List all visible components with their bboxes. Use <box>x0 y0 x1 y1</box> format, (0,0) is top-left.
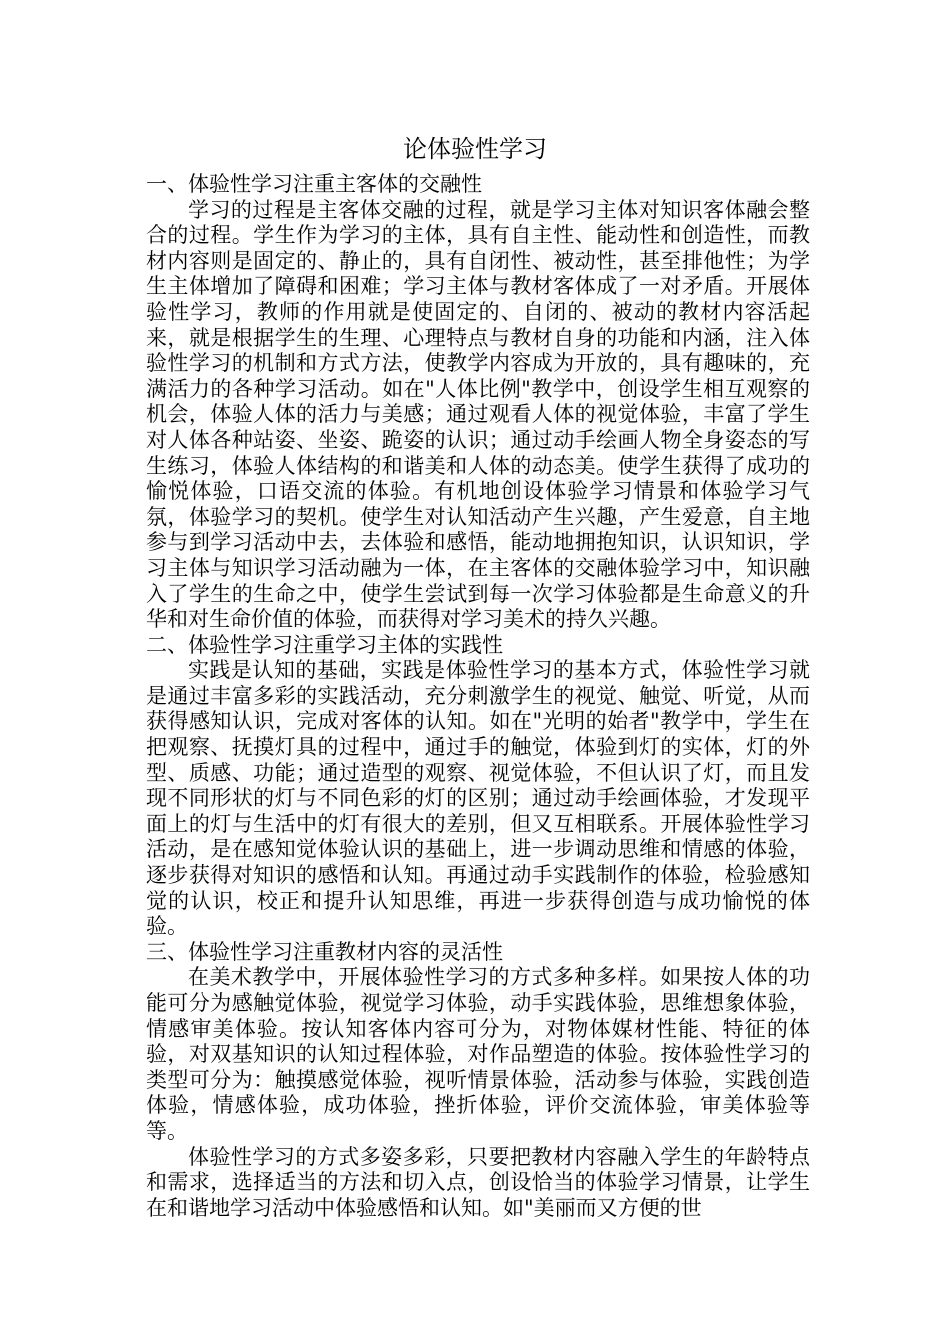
section-1 <box>146 172 810 633</box>
paragraph: 实践是认知的基础，实践是体验性学习的基本方式，体验性学习就是通过丰富多彩的实践活动，充分刺激学生的视觉、触觉、听觉，从而获得感知认识，完成对客体的认知。如在"光明的始者"教学中，学生在把观察、抚摸灯具的过程中，通过手的触觉，体验到灯的实体，灯的外型、质感、功能；通过造型的观察、视觉体验，不但认识了灯，而且发现不同形状的灯与不同色彩的灯的区别；通过动手绘画体验，才发现平面上的灯与生活中的灯有很大的差别，但又互相联系。开展体验性学习活动，是在感知觉体验认识的基础上，进一步调动思维和情感的体验，逐步获得对知识的感悟和认知。再通过动手实践制作的体验，检验感知觉的认识，校正和提升认知思维，再进一步获得创造与成功愉悦的体验。 <box>146 658 810 939</box>
paragraph: 在美术教学中，开展体验性学习的方式多种多样。如果按人体的功能可分为感触觉体验，视觉学习体验，动手实践体验，思维想象体验，情感审美体验。按认知客体内容可分为，对物体媒材性能、特征的体验，对双基知识的认知过程体验，对作品塑造的体验。按体验性学习的类型可分为：触摸感觉体验，视听情景体验，活动参与体验，实践创造体验，情感体验，成功体验，挫折体验，评价交流体验，审美体验等等。 <box>146 965 810 1143</box>
document-body <box>146 172 810 1221</box>
section-heading: 三、体验性学习注重教材内容的灵活性 <box>146 939 503 964</box>
paragraph: 体验性学习的方式多姿多彩，只要把教材内容融入学生的年龄特点和需求，选择适当的方法和切入点，创设恰当的体验学习情景，让学生在和谐地学习活动中体验感悟和认知。如"美丽而又方便的世 <box>146 1144 810 1220</box>
paragraph: 学习的过程是主客体交融的过程，就是学习主体对知识客体融会整合的过程。学生作为学习的主体，具有自主性、能动性和创造性，而教材内容则是固定的、静止的，具有自闭性、被动性，甚至排他性；为学生主体增加了障碍和困难；学习主体与教材客体成了一对矛盾。开展体验性学习，教师的作用就是使固定的、自闭的、被动的教材内容活起来，就是根据学生的生理、心理特点与教材自身的功能和内涵，注入体验性学习的机制和方式方法，使教学内容成为开放的，具有趣味的，充满活力的各种学习活动。如在"人体比例"教学中，创设学生相互观察的机会，体验人体的活力与美感；通过观看人体的视觉体验，丰富了学生对人体各种站姿、坐姿、跪姿的认识；通过动手绘画人物全身姿态的写生练习，体验人体结构的和谐美和人体的动态美。使学生获得了成功的愉悦体验，口语交流的体验。有机地创设体验学习情景和体验学习气氛，体验学习的契机。使学生对认知活动产生兴趣，产生爱意，自主地参与到学习活动中去，去体验和感悟，能动地拥抱知识，认识知识，学习主体与知识学习活动融为一体，在主客体的交融体验学习中，知识融入了学生的生命之中，使学生尝试到每一次学习体验都是生命意义的升华和对生命价值的体验，而获得对学习美术的持久兴趣。 <box>146 197 810 632</box>
document-title: 论体验性学习 <box>403 135 547 163</box>
section-heading: 一、体验性学习注重主客体的交融性 <box>146 172 482 196</box>
section-3 <box>146 940 810 1222</box>
section-2 <box>146 633 810 940</box>
section-heading: 二、体验性学习注重学习主体的实践性 <box>146 632 503 657</box>
